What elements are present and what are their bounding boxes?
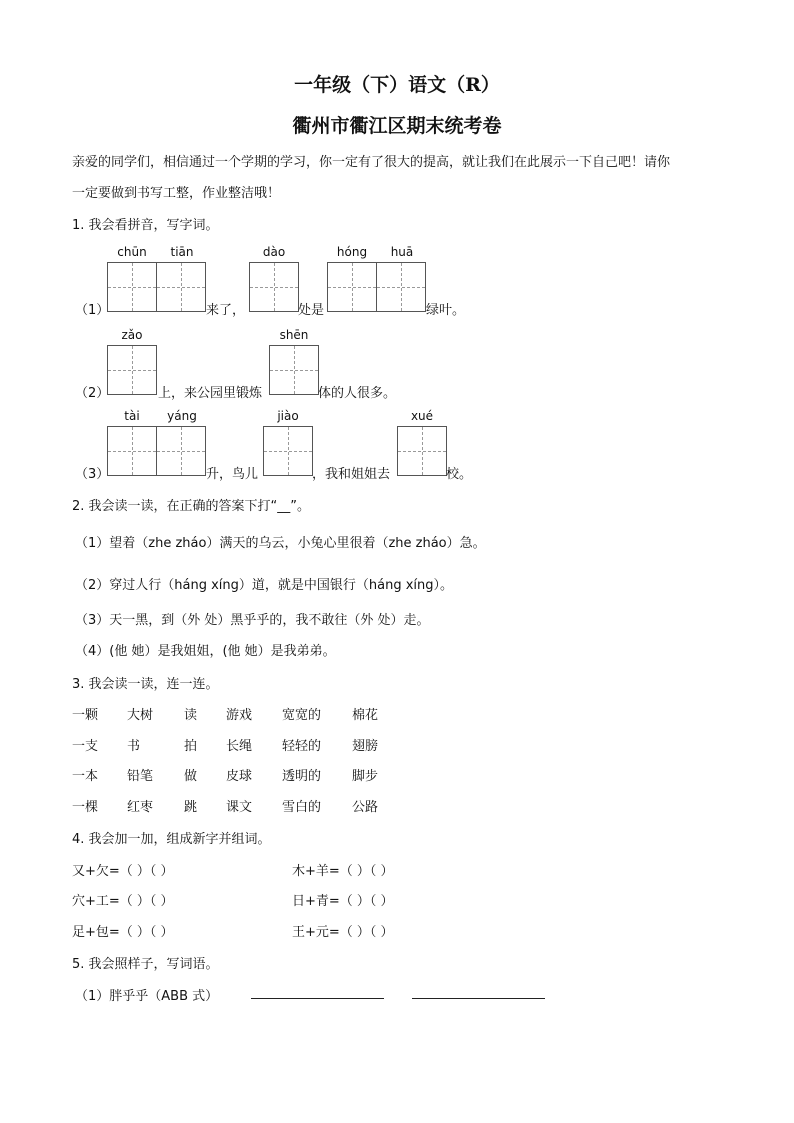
sentence-text: 校。 (446, 467, 473, 482)
match-word[interactable]: 宽宽的 (282, 708, 322, 723)
writing-box[interactable] (327, 262, 377, 312)
match-word[interactable]: 翅膀 (352, 739, 379, 754)
match-word[interactable]: 读 (184, 708, 198, 723)
q5-heading: 5. 我会照样子，写词语。 (72, 957, 219, 972)
pinyin-label: huā (390, 245, 414, 259)
match-word[interactable]: 书 (127, 739, 141, 754)
pinyin-label: hóng (336, 245, 368, 259)
q5-item: （1）胖乎乎（ABB 式） (75, 989, 219, 1004)
pinyin-label: yáng (167, 409, 197, 423)
sentence-text: 体的人很多。 (318, 386, 397, 401)
writing-box[interactable] (269, 345, 319, 395)
page-subtitle: 衢州市衢江区期末统考卷 (292, 115, 502, 137)
pinyin-label: dào (262, 245, 286, 259)
q1-heading: 1. 我会看拼音，写字词。 (72, 218, 219, 233)
compose-item: 木+羊=（ ）（ ） (292, 864, 394, 879)
pinyin-label: shēn (279, 328, 309, 342)
match-word[interactable]: 透明的 (282, 769, 322, 784)
compose-item: 穴+工=（ ）（ ） (72, 894, 174, 909)
q4-heading: 4. 我会加一加，组成新字并组词。 (72, 832, 271, 847)
writing-box[interactable] (107, 262, 157, 312)
answer-line[interactable] (251, 998, 384, 999)
pinyin-label: xué (410, 409, 434, 423)
writing-box[interactable] (397, 426, 447, 476)
match-word[interactable]: 跳 (184, 800, 198, 815)
match-word[interactable]: 做 (184, 769, 198, 784)
writing-box[interactable] (107, 426, 157, 476)
pinyin-label: chūn (117, 245, 147, 259)
match-word[interactable]: 游戏 (226, 708, 253, 723)
answer-line[interactable] (412, 998, 545, 999)
writing-box[interactable] (107, 345, 157, 395)
match-word[interactable]: 一棵 (72, 800, 99, 815)
pinyin-label: tiān (170, 245, 194, 259)
intro-line-2: 一定要做到书写工整，作业整洁哦！ (72, 186, 281, 201)
match-word[interactable]: 一颗 (72, 708, 99, 723)
q3-heading: 3. 我会读一读，连一连。 (72, 677, 219, 692)
writing-box[interactable] (156, 262, 206, 312)
match-word[interactable]: 拍 (184, 739, 198, 754)
match-word[interactable]: 长绳 (226, 739, 253, 754)
match-word[interactable]: 公路 (352, 800, 379, 815)
match-word[interactable]: 雪白的 (282, 800, 322, 815)
writing-box[interactable] (263, 426, 313, 476)
compose-item: 又+欠=（ ）（ ） (72, 864, 174, 879)
writing-box[interactable] (156, 426, 206, 476)
match-word[interactable]: 皮球 (226, 769, 253, 784)
match-word[interactable]: 铅笔 (127, 769, 154, 784)
item-number: （1） (75, 303, 110, 318)
sentence-text: 绿叶。 (426, 303, 466, 318)
q2-heading: 2. 我会读一读，在正确的答案下打“__”。 (72, 499, 311, 514)
q2-line: （2）穿过人行（háng xíng）道，就是中国银行（háng xíng）。 (75, 578, 454, 593)
sentence-text: 上，来公园里锻炼 (158, 386, 263, 401)
page-title: 一年级（下）语文（R） (294, 74, 500, 96)
match-word[interactable]: 红枣 (127, 800, 154, 815)
item-number: （2） (75, 386, 110, 401)
match-word[interactable]: 课文 (226, 800, 253, 815)
match-word[interactable]: 一本 (72, 769, 99, 784)
compose-item: 足+包=（ ）（ ） (72, 925, 174, 940)
match-word[interactable]: 脚步 (352, 769, 379, 784)
pinyin-label: tài (124, 409, 140, 423)
sentence-text: 升，鸟儿 (206, 467, 259, 482)
sentence-text: 来了， (206, 303, 246, 318)
match-word[interactable]: 大树 (127, 708, 154, 723)
compose-item: 日+青=（ ）（ ） (292, 894, 394, 909)
intro-line-1: 亲爱的同学们，相信通过一个学期的学习，你一定有了很大的提高，就让我们在此展示一下自己吧！请你 (72, 155, 671, 170)
writing-box[interactable] (376, 262, 426, 312)
pinyin-label: jiào (277, 409, 299, 423)
pinyin-label: zǎo (121, 328, 143, 342)
match-word[interactable]: 棉花 (352, 708, 379, 723)
q2-line: （3）天一黑，到（外 处）黑乎乎的，我不敢往（外 处）走。 (75, 613, 430, 628)
item-number: （3） (75, 467, 110, 482)
sentence-text: 处是 (298, 303, 325, 318)
writing-box[interactable] (249, 262, 299, 312)
sentence-text: ，我和姐姐去 (312, 467, 391, 482)
q2-line: （4）(他 她）是我姐姐，(他 她）是我弟弟。 (75, 644, 336, 659)
match-word[interactable]: 一支 (72, 739, 99, 754)
match-word[interactable]: 轻轻的 (282, 739, 322, 754)
compose-item: 王+元=（ ）（ ） (292, 925, 394, 940)
q2-line: （1）望着（zhe zháo）满天的乌云，小兔心里很着（zhe zháo）急。 (75, 536, 486, 551)
